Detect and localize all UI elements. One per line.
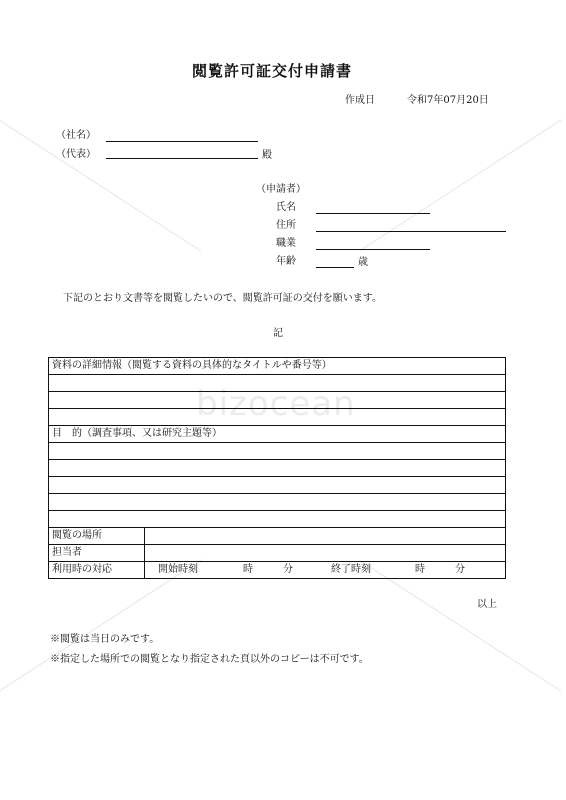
materials-header: 資料の詳細情報（閲覧する資料の具体的なタイトルや番号等） bbox=[49, 358, 506, 375]
applicant-occupation-underline[interactable] bbox=[316, 249, 430, 250]
table-row[interactable] bbox=[49, 494, 506, 511]
location-value[interactable] bbox=[145, 528, 506, 545]
table-row bbox=[49, 426, 506, 443]
materials-entry-row[interactable] bbox=[49, 375, 506, 392]
table-row[interactable] bbox=[49, 528, 506, 545]
representative-underline[interactable] bbox=[106, 158, 258, 159]
start-hour-unit: 時 bbox=[243, 564, 253, 575]
applicant-age-label: 年齢 bbox=[276, 256, 296, 267]
note-item: ※指定した場所での閲覧となり指定された頁以外のコピーは不可です。 bbox=[50, 654, 369, 665]
company-label: （社名） bbox=[56, 130, 96, 141]
watermark-line-left-lower bbox=[0, 559, 202, 691]
purpose-header: 目 的（調査事項、又は研究主題等） bbox=[49, 426, 506, 443]
table-row[interactable] bbox=[49, 545, 506, 562]
table-row[interactable] bbox=[49, 460, 506, 477]
start-minute-unit: 分 bbox=[283, 564, 293, 575]
materials-entry-row[interactable] bbox=[49, 392, 506, 409]
company-underline[interactable] bbox=[106, 141, 258, 142]
representative-label: （代表） bbox=[56, 149, 96, 160]
table-row[interactable] bbox=[49, 375, 506, 392]
materials-entry-row[interactable] bbox=[49, 409, 506, 426]
table-row[interactable] bbox=[49, 511, 506, 528]
location-label: 閲覧の場所 bbox=[49, 528, 145, 545]
date-value: 令和7年07月20日 bbox=[407, 95, 489, 106]
document-title: 閲覧許可証交付申請書 bbox=[192, 62, 353, 80]
table-row[interactable] bbox=[49, 443, 506, 460]
date-label: 作成日 bbox=[345, 95, 375, 106]
applicant-occupation-label: 職業 bbox=[276, 238, 296, 249]
table-row[interactable] bbox=[49, 562, 506, 579]
person-value[interactable] bbox=[145, 545, 506, 562]
watermark-line-right-lower bbox=[359, 560, 561, 692]
applicant-heading: （申請者） bbox=[256, 184, 306, 195]
applicant-address-label: 住所 bbox=[276, 220, 296, 231]
table-row[interactable] bbox=[49, 392, 506, 409]
applicant-age-underline[interactable] bbox=[316, 267, 354, 268]
table-row bbox=[49, 358, 506, 375]
table-row[interactable] bbox=[49, 477, 506, 494]
watermark-line-left bbox=[0, 120, 201, 252]
purpose-entry-row[interactable] bbox=[49, 511, 506, 528]
applicant-age-unit: 歳 bbox=[358, 257, 368, 268]
time-value[interactable] bbox=[145, 562, 506, 579]
honorific: 殿 bbox=[262, 150, 272, 161]
start-time-label: 開始時刻 bbox=[158, 564, 198, 575]
time-label: 利用時の対応 bbox=[49, 562, 145, 579]
purpose-entry-row[interactable] bbox=[49, 477, 506, 494]
note-item: ※閲覧は当日のみです。 bbox=[50, 634, 160, 645]
end-minute-unit: 分 bbox=[455, 564, 465, 575]
end-time-label: 終了時刻 bbox=[331, 564, 371, 575]
details-table bbox=[48, 357, 506, 579]
table-row[interactable] bbox=[49, 409, 506, 426]
ki-label: 記 bbox=[273, 328, 283, 339]
person-label: 担当者 bbox=[49, 545, 145, 562]
closing-text: 以上 bbox=[477, 599, 497, 610]
purpose-entry-row[interactable] bbox=[49, 460, 506, 477]
end-hour-unit: 時 bbox=[415, 564, 425, 575]
applicant-address-underline[interactable] bbox=[316, 231, 506, 232]
intro-text: 下記のとおり文書等を閲覧したいので、閲覧許可証の交付を願います。 bbox=[63, 293, 382, 304]
applicant-name-underline[interactable] bbox=[316, 213, 430, 214]
purpose-entry-row[interactable] bbox=[49, 443, 506, 460]
applicant-name-label: 氏名 bbox=[276, 202, 296, 213]
purpose-entry-row[interactable] bbox=[49, 494, 506, 511]
watermark-logo: bizocean bbox=[196, 384, 356, 424]
